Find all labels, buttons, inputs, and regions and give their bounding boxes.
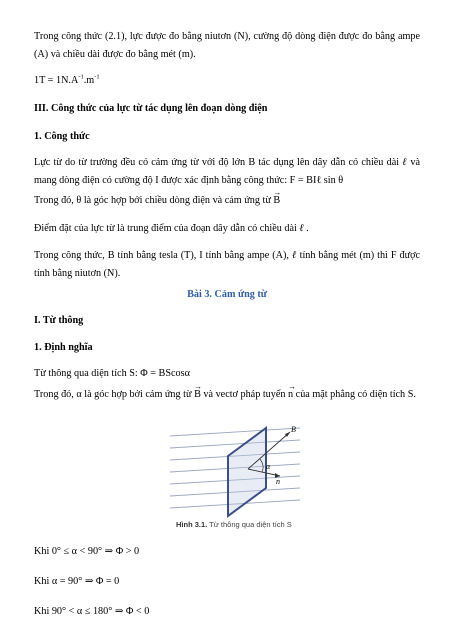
theta-text-b: là góc hợp bởi chiều dòng điện và cảm ứng từ <box>83 195 271 206</box>
ell-symbol-3: ℓ <box>291 250 297 261</box>
flux-def-text: Từ thông qua diện tích S: <box>34 368 138 379</box>
case-zero-flux <box>34 573 420 591</box>
case-positive-flux <box>34 543 420 561</box>
tesla-text: 1T = 1N.A <box>34 75 79 86</box>
case1-formula: 0° ≤ α < 90° ⇒ Φ > 0 <box>51 546 140 557</box>
alpha-text-c: và vectơ pháp tuyến <box>203 389 286 400</box>
vector-B-2: → B <box>194 386 201 404</box>
fig-label-n: n <box>276 477 280 486</box>
tesla-text-m: .m <box>83 75 95 86</box>
subheading-dinh-nghia: 1. Định nghĩa <box>34 342 93 353</box>
subheading-cong-thuc: 1. Công thức <box>34 131 90 142</box>
paragraph-units-formula <box>34 247 420 283</box>
paragraph-theta <box>34 192 420 210</box>
figure-caption <box>176 520 304 530</box>
lesson-title: Bài 3. Cảm ứng từ <box>187 289 267 300</box>
figure-caption-number: Hình 3.1. <box>176 520 208 529</box>
section-heading-I: I. Từ thông <box>34 315 84 326</box>
section-heading-III: III. Công thức của lực từ tác dụng lên đoạn dòng điện <box>34 103 268 114</box>
case3-formula: 90° < α ≤ 180° ⇒ Φ < 0 <box>51 606 150 617</box>
force-text-1: Lực từ do từ trường đều có cảm ứng từ với độ lớn B tác dụng lên dây dẫn có chiều dài <box>34 157 400 168</box>
paragraph-units: Trong công thức (2.1), lực được đo bằng niutơn (N), cường độ dòng điện được đo bằng ampe (A) và chiều dài được đo bằng mét (m). <box>34 31 420 60</box>
tesla-exponent-1: -1 <box>78 73 84 81</box>
paragraph-flux-def <box>34 365 420 383</box>
paragraph-force <box>34 154 420 190</box>
figure-magnetic-flux <box>170 422 304 544</box>
figure-caption-text: Từ thông qua diện tích S <box>209 520 292 529</box>
tesla-exponent-2: -1 <box>94 73 100 81</box>
theta-text-a: Trong đó, <box>34 195 74 206</box>
theta-symbol: θ <box>76 195 82 206</box>
case-negative-flux <box>34 603 420 621</box>
alpha-symbol: α <box>76 389 82 400</box>
case1-prefix: Khi <box>34 546 50 557</box>
force-text-2: và mang dòng điện có cường độ I được xác định bằng công thức: <box>34 157 421 186</box>
ell-symbol-2: ℓ <box>299 223 304 234</box>
case2-formula: α = 90° ⇒ Φ = 0 <box>51 576 120 587</box>
ell-symbol: ℓ <box>402 157 408 168</box>
vector-n: → n <box>288 386 293 404</box>
point-dot: . <box>306 223 309 234</box>
paragraph-point <box>34 220 420 238</box>
units-text-b: tính bằng mét (m) thì F được tính bằng niutơn (N). <box>34 250 421 279</box>
alpha-text-b: là góc hợp bởi cảm ứng từ <box>84 389 192 400</box>
alpha-text-d: của mặt phẳng có diện tích S. <box>295 389 416 400</box>
point-text: Điểm đặt của lực từ là trung điểm của đoạn dây dẫn có chiều dài <box>34 223 297 234</box>
case3-prefix: Khi <box>34 606 50 617</box>
case2-prefix: Khi <box>34 576 50 587</box>
paragraph-alpha <box>34 386 420 404</box>
fig-label-alpha: α <box>266 462 271 471</box>
fig-label-B: B <box>291 425 296 434</box>
formula-flux: Φ = BScosα <box>140 368 190 379</box>
units-text-a: Trong công thức, B tính bằng tesla (T), I tính bằng ampe (A), <box>34 250 289 261</box>
formula-force: F = BIℓ sin θ <box>289 175 344 186</box>
vector-B: → B <box>273 192 280 210</box>
tesla-definition <box>34 72 420 90</box>
flux-diagram <box>170 422 304 520</box>
alpha-text-a: Trong đó, <box>34 389 74 400</box>
